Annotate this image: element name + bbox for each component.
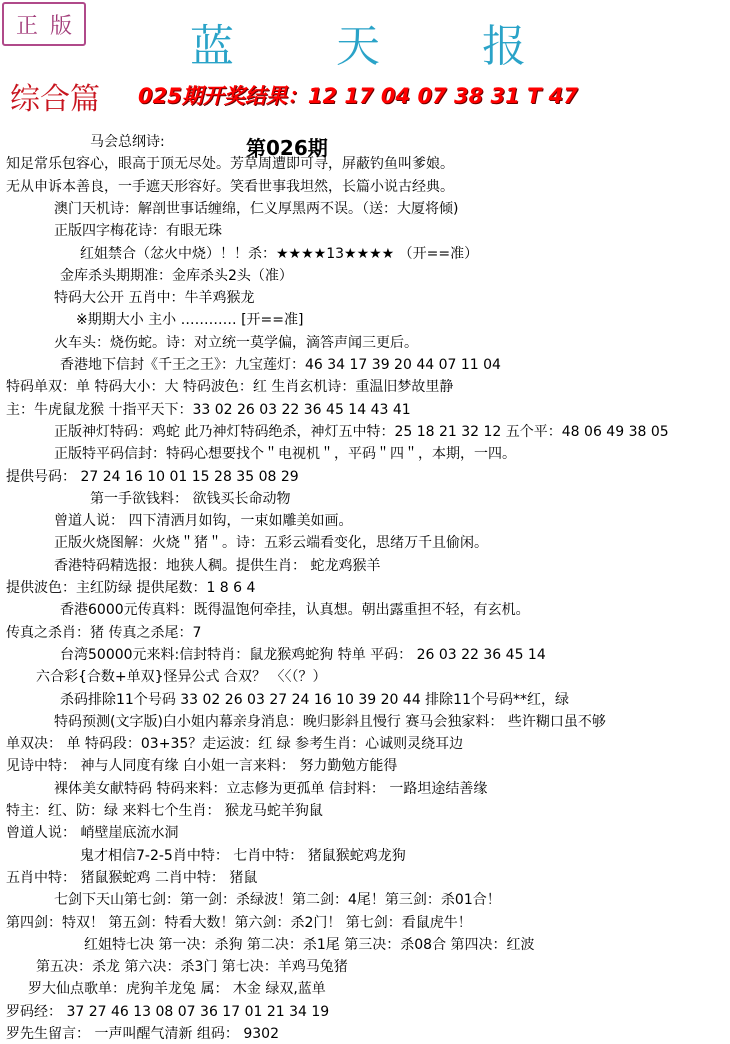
content-line: 特主：红、防：绿 来料七个生肖： 猴龙马蛇羊狗鼠	[6, 803, 323, 819]
content-line: 无从申诉本善良，一手遮天形容好。笑看世事我坦然，长篇小说古经典。	[6, 178, 454, 195]
content-line: 香港6000元传真料：既得温饱何牵挂，认真想。朝出露重担不轻，有玄机。	[60, 602, 530, 619]
content-line: 正版火烧图解：火烧＂猪＂。诗：五彩云端看变化，思绪万千且偷闲。	[54, 535, 488, 552]
content-line: 特码预测(文字版)白小姐内幕亲身消息：晚归影斜且慢行 赛马会独家料： 些许糊口虽不够	[54, 713, 606, 730]
content-line: 香港地下信封《千王之王》：九宝莲灯：46 34 17 39 20 44 07 11 04	[60, 357, 501, 373]
content-line: 提供号码： 27 24 16 10 01 15 28 35 08 29	[6, 468, 299, 485]
content-line: 杀码排除11个号码 33 02 26 03 27 24 16 10 39 20 44 排除11个号码**红，绿	[60, 691, 569, 708]
content-line: 传真之杀肖：猪 传真之杀尾：7	[6, 624, 202, 641]
content-line: 提供波色：主红防绿 提供尾数：1 8 6 4	[6, 580, 256, 596]
content-line: 六合彩{合数+单双}怪异公式 合双？ 〈〈（？）	[36, 669, 327, 686]
content-line: 特码大公开 五肖中：牛羊鸡猴龙	[54, 290, 255, 307]
content-line: 特码单双：单 特码大小：大 特码波色：红 生肖玄机诗：重温旧梦故里静	[6, 379, 454, 396]
content-line: 澳门天机诗：解剖世事话缠绵，仁义厚黑两不误。（送：大厦将倾)	[54, 200, 459, 217]
content-line: 第四剑：特双！ 第五剑：特看大数！第六剑：杀2门！ 第七剑：看鼠虎牛！	[6, 914, 472, 931]
content-line: 罗大仙点歌单：虎狗羊龙兔 属： 木金 绿双,蓝单	[28, 981, 326, 998]
content-line: 五肖中特： 猪鼠猴蛇鸡 二肖中特： 猪鼠	[6, 869, 258, 886]
content-line: 台湾50000元来料:信封特肖：鼠龙猴鸡蛇狗 特单 平码： 26 03 22 36 45 14	[60, 646, 546, 663]
content-line: 鬼才相信7-2-5肖中特： 七肖中特： 猪鼠猴蛇鸡龙狗	[80, 847, 406, 864]
content-line: 裸体美女献特码 特码来料：立志修为更孤单 信封料： 一路坦途结善缘	[54, 780, 488, 797]
content-line: 知足常乐包容心，眼高于顶无尽处。芳草周遭即可寻，屏蔽钓鱼叫爹娘。	[6, 156, 454, 173]
badge-char-right: 版	[49, 13, 72, 39]
content-line: 正版四字梅花诗：有眼无珠	[54, 223, 222, 240]
content-line: 正版特平码信封：特码心想要找个＂电视机＂，平码＂四＂，本期，一四。	[54, 446, 516, 463]
content-line: 正版神灯特码：鸡蛇 此乃神灯特码绝杀，神灯五中特：25 18 21 32 12 五个平：48 06 49 38 05	[54, 423, 669, 440]
content-line: 单双决： 单 特码段：03+35？走运波：红 绿 参考生肖：心诚则灵绕耳边	[6, 736, 464, 753]
content-line: 曾道人说： 峭壁崖底流水洞	[6, 825, 179, 842]
content-line: 第一手欲钱料： 欲钱买长命动物	[90, 490, 291, 507]
content-line: 火车头：烧伤蛇。诗：对立统一莫学偏，滴答声闻三更后。	[54, 334, 418, 351]
content-line: 香港特码精选报：地狭人稠。提供生肖： 蛇龙鸡猴羊	[54, 557, 381, 574]
content-line: 第五决：杀龙 第六决：杀3门 第七决：羊鸡马兔猪	[36, 959, 348, 976]
badge-char-left: 正	[15, 13, 38, 39]
genuine-edition-badge	[2, 2, 86, 46]
issue-number: 第026期	[246, 136, 328, 160]
draw-result-headline: 025期开奖结果：12 17 04 07 38 31 T 47	[138, 84, 578, 108]
content-line: ※期期大小 主小 ………… [开==准]	[76, 312, 304, 329]
content-line: 红姐禁合（忿火中烧）！！杀：★★★★13★★★★ （开==准）	[80, 245, 479, 262]
content-line: 见诗中特： 神与人同度有缘 白小姐一言来料： 努力勤勉方能得	[6, 758, 398, 775]
content-line: 红姐特七决 第一决：杀狗 第二决：杀1尾 第三决：杀08合 第四决：红波	[84, 936, 535, 953]
content-line: 七剑下天山第七剑：第一剑：杀绿波！第二剑：4尾！第三剑：杀01合！	[54, 892, 501, 909]
content-line: 罗码经： 37 27 46 13 08 07 36 17 01 21 34 19	[6, 1003, 330, 1020]
section-label: 综合篇	[10, 82, 100, 117]
newspaper-title: 蓝 天 报	[190, 21, 570, 72]
content-line: 金库杀头期期准：金库杀头2头（准）	[60, 267, 293, 284]
content-line: 罗先生留言： 一声叫醒气清新 组码： 9302	[6, 1026, 279, 1042]
content-line: 马会总纲诗:	[90, 134, 165, 150]
content-line: 曾道人说： 四下清洒月如钩，一束如雕美如画。	[54, 513, 353, 530]
content-line: 主：牛虎鼠龙猴 十指平天下：33 02 26 03 22 36 45 14 43 41	[6, 401, 411, 418]
